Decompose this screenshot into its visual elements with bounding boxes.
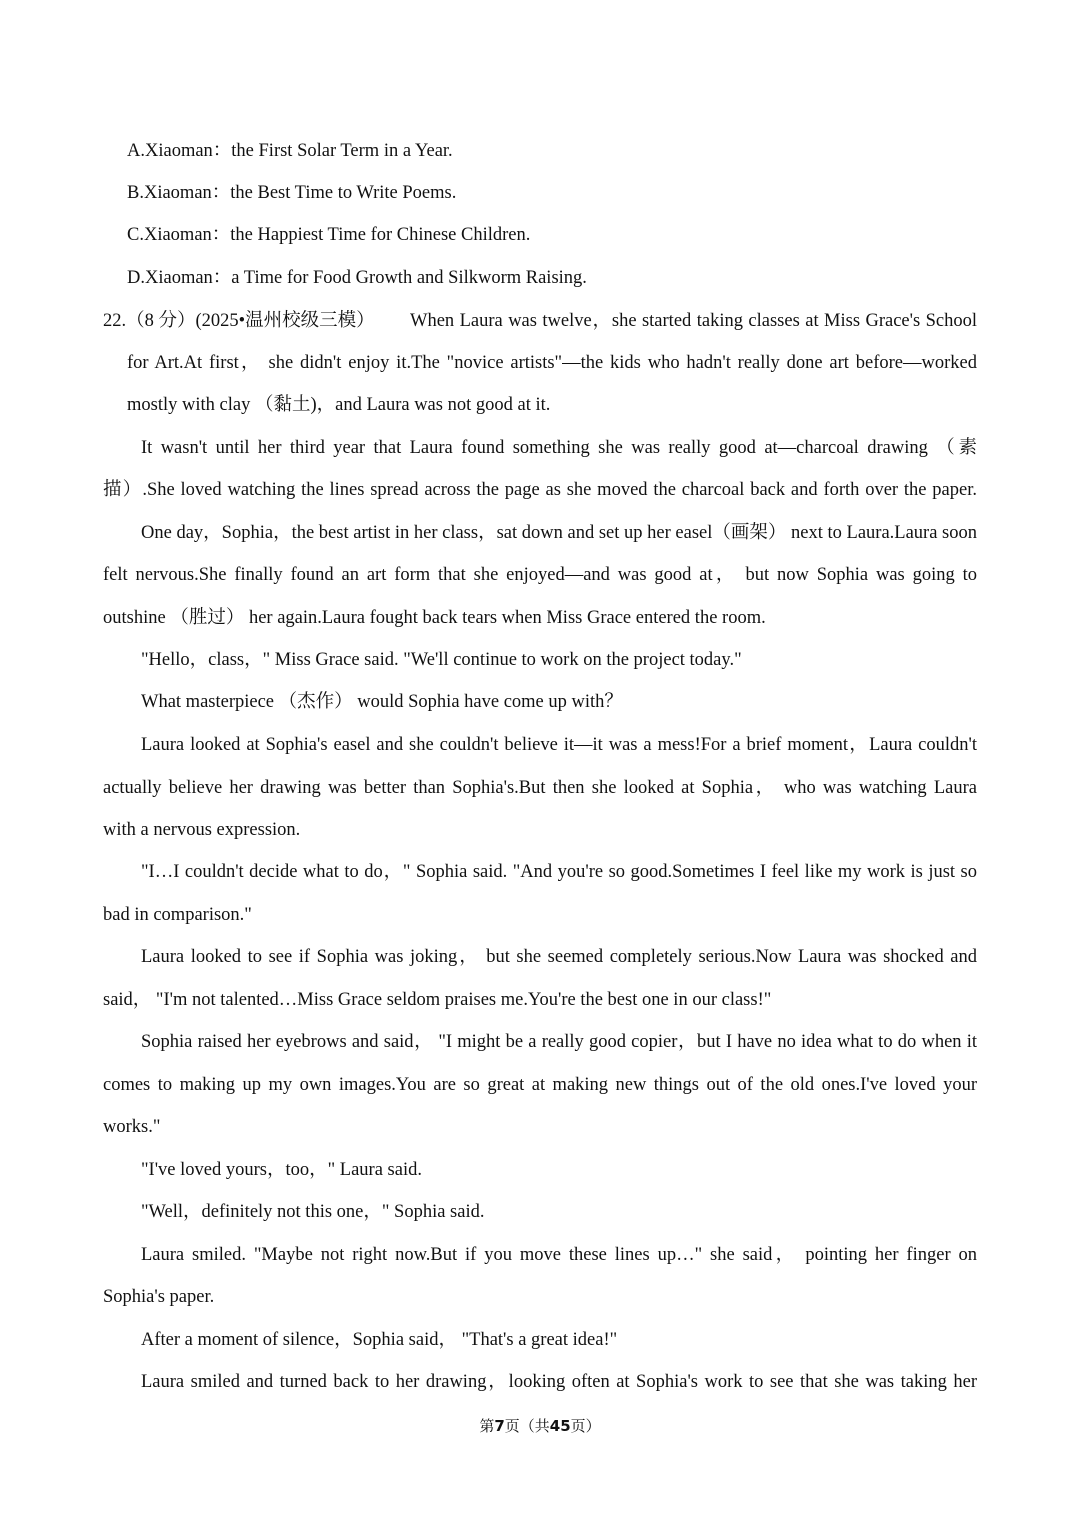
question-header: 22.（8 分）(2025•温州校级三模） xyxy=(103,311,375,331)
passage-line: "I've loved yours，too，" Laura said. xyxy=(141,1160,422,1180)
passage-line: Sophia raised her eyebrows and said， "I might be a really good copier，but I have no idea what to do when it xyxy=(141,1032,977,1052)
page-footer xyxy=(0,1416,1080,1436)
passage-line: said， "I'm not talented…Miss Grace seldom praises me.You're the best one in our class!" xyxy=(103,990,772,1010)
passage-line: comes to making up my own images.You are so great at making new things out of the old ones.I've loved your xyxy=(103,1075,977,1095)
passage-line: One day，Sophia，the best artist in her class，sat down and set up her easel（画架） next to Laura.Laura soon xyxy=(141,523,977,543)
question-line-3: mostly with clay （黏土)，and Laura was not good at it. xyxy=(127,395,551,415)
passage-line: Laura looked to see if Sophia was joking， but she seemed completely serious.Now Laura was shocked and xyxy=(141,947,977,967)
option-b: B.Xiaoman：the Best Time to Write Poems. xyxy=(127,183,457,203)
option-c: C.Xiaoman：the Happiest Time for Chinese Children. xyxy=(127,225,531,245)
passage-line: Laura smiled. "Maybe not right now.But if you move these lines up…" she said， pointing her finger on xyxy=(141,1245,977,1265)
footer-prefix: 第 xyxy=(479,1417,495,1435)
passage-line: Laura smiled and turned back to her drawing，looking often at Sophia's work to see that she was taking her xyxy=(141,1372,977,1392)
passage-line: Sophia's paper. xyxy=(103,1287,215,1307)
passage-line: 描）.She loved watching the lines spread across the page as she moved the charcoal back and forth over the paper. xyxy=(103,480,977,500)
passage-line: "Well，definitely not this one，" Sophia said. xyxy=(141,1202,485,1222)
question-line-1: When Laura was twelve，she started taking classes at Miss Grace's School xyxy=(410,311,977,331)
passage-line: It wasn't until her third year that Laura found something she was really good at—charcoal drawing （素 xyxy=(141,438,977,458)
passage-line: Laura looked at Sophia's easel and she couldn't believe it—it was a mess!For a brief moment，Laura couldn't xyxy=(141,735,977,755)
passage-line: works." xyxy=(103,1117,161,1137)
passage-line: "I…I couldn't decide what to do，" Sophia said. "And you're so good.Sometimes I feel like my work is just so xyxy=(141,862,977,882)
page-number: 7 xyxy=(494,1417,505,1435)
passage-line: actually believe her drawing was better than Sophia's.But then she looked at Sophia， who was watching Laura xyxy=(103,778,977,798)
passage-line: felt nervous.She finally found an art form that she enjoyed—and was good at， but now Sophia was going to xyxy=(103,565,977,585)
option-a: A.Xiaoman：the First Solar Term in a Year. xyxy=(127,141,453,161)
passage-line: After a moment of silence，Sophia said， "That's a great idea!" xyxy=(141,1330,618,1350)
footer-middle: 页（共 xyxy=(504,1417,550,1435)
option-d: D.Xiaoman：a Time for Food Growth and Silkworm Raising. xyxy=(127,268,587,288)
question-line-2: for Art.At first， she didn't enjoy it.The "novice artists"—the kids who hadn't really done art before—worked xyxy=(127,353,977,373)
passage-line: What masterpiece （杰作） would Sophia have come up with？ xyxy=(141,692,623,712)
page-total: 45 xyxy=(549,1417,571,1435)
footer-suffix: 页） xyxy=(570,1417,601,1435)
passage-line: "Hello，class，" Miss Grace said. "We'll continue to work on the project today." xyxy=(141,650,742,670)
passage-line: with a nervous expression. xyxy=(103,820,301,840)
passage-line: bad in comparison." xyxy=(103,905,252,925)
passage-line: outshine （胜过） her again.Laura fought back tears when Miss Grace entered the room. xyxy=(103,608,766,628)
